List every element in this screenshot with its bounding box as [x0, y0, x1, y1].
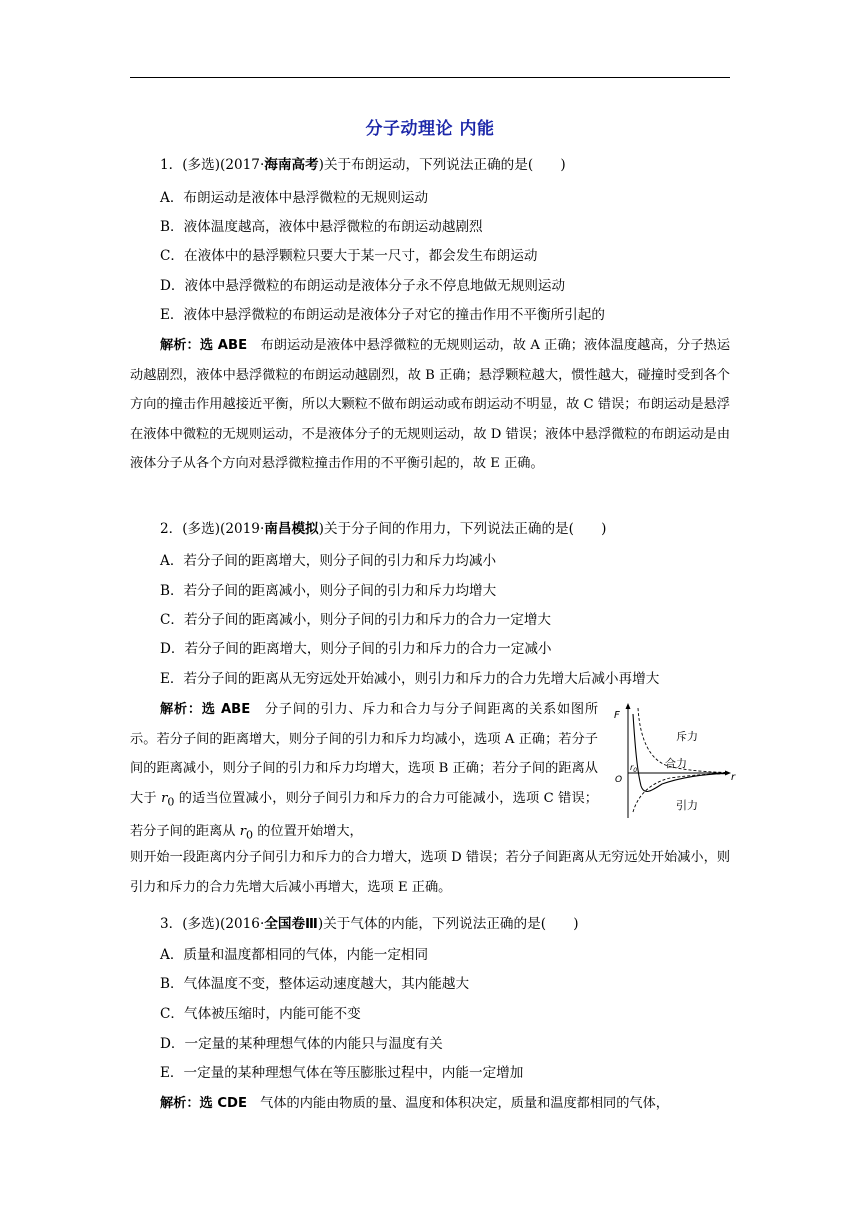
- molecular-force-diagram: [610, 700, 736, 820]
- header-rule: [130, 77, 730, 78]
- analysis-label: 解析：选 CDE: [160, 1096, 247, 1111]
- x-axis-label: r: [731, 772, 736, 783]
- q1-option-d: D．液体中悬浮微粒的布朗运动是液体分子永不停息地做无规则运动: [160, 278, 566, 294]
- analysis-label: 解析：选 ABE: [160, 702, 251, 717]
- page-title: 分子动理论 内能: [365, 119, 495, 139]
- question-number: 1．: [160, 157, 183, 173]
- q3-option-d: D．一定量的某种理想气体的内能只与温度有关: [160, 1036, 443, 1052]
- q2-option-a: A．若分子间的距离增大，则分子间的引力和斥力均减小: [160, 553, 497, 569]
- q2-analysis-part1: 解析：选 ABE 分子间的引力、斥力和合力与分子间距离的关系如图所示。若分子间的距离增大，则分子间的引力和斥力均减小，选项 A 正确；若分子间的距离减小，则分子间的引力和斥力均增大，选项 B 正确；若分子间的距离从大于 $r_0$ 的适当位置减小，则分子间引力和斥力的合力可能减小，选项 C 错误；若分子间的距离从 $r_0$ 的位置开始增大，: [130, 702, 599, 842]
- q2-option-c: C．若分子间的距离减小，则分子间的引力和斥力的合力一定增大: [160, 612, 552, 628]
- question-source: 全国卷Ⅲ: [264, 916, 318, 932]
- q1-option-a: A．布朗运动是液体中悬浮微粒的无规则运动: [160, 190, 429, 206]
- q3-option-c: C．气体被压缩时，内能可能不变: [160, 1006, 361, 1022]
- q3-option-b: B．气体温度不变，整体运动速度越大，其内能越大: [160, 976, 470, 992]
- resultant-curve: [633, 714, 726, 792]
- q2-analysis-part2: 则开始一段距离内分子间引力和斥力的合力增大，选项 D 错误；若分子间距离从无穷远处开始减小，则引力和斥力的合力先增大后减小再增大，选项 E 正确。: [130, 850, 730, 895]
- question-1-stem: 1．(多选)(2017·海南高考)关于布朗运动，下列说法正确的是( ): [160, 157, 566, 173]
- y-axis-label: F: [614, 710, 620, 721]
- question-source: 南昌模拟: [264, 521, 319, 537]
- y-axis-arrow: [626, 703, 631, 709]
- repulsion-label: 斥力: [676, 730, 698, 743]
- q1-option-b: B．液体温度越高，液体中悬浮微粒的布朗运动越剧烈: [160, 219, 483, 235]
- question-number: 2．: [160, 521, 183, 537]
- q3-analysis: 解析：选 CDE 气体的内能由物质的量、温度和体积决定，质量和温度都相同的气体，: [160, 1096, 669, 1111]
- resultant-label: 合力: [665, 757, 687, 770]
- r0-label: $r_0$: [630, 763, 638, 774]
- question-3-stem: 3．(多选)(2016·全国卷Ⅲ)关于气体的内能，下列说法正确的是( ): [160, 916, 579, 932]
- analysis-label: 解析：选 ABE: [160, 338, 248, 353]
- attraction-label: 引力: [676, 799, 698, 812]
- q2-option-b: B．若分子间的距离减小，则分子间的引力和斥力均增大: [160, 583, 497, 599]
- q1-analysis: 解析：选 ABE 布朗运动是液体中悬浮微粒的无规则运动，故 A 正确；液体温度越高，分子热运动越剧烈，液体中悬浮微粒的布朗运动越剧烈，故 B 正确；悬浮颗粒越大，惯性越大，碰撞时受到各个方向的撞击作用越接近平衡，所以大颗粒不做布朗运动或布朗运动不明显，故 C 错误；布朗运动是悬浮在液体中微粒的无规则运动，不是液体分子的无规则运动，故 D 错误；液体中悬浮微粒的布朗运动是由液体分子从各个方向对悬浮微粒撞击作用的不平衡引起的，故 E 正确。: [130, 338, 730, 472]
- question-number: 3．: [160, 916, 183, 932]
- q1-option-e: E．液体中悬浮微粒的布朗运动是液体分子对它的撞击作用不平衡所引起的: [160, 307, 605, 323]
- question-2-stem: 2．(多选)(2019·南昌模拟)关于分子间的作用力，下列说法正确的是( ): [160, 521, 607, 537]
- q3-option-e: E．一定量的某种理想气体在等压膨胀过程中，内能一定增加: [160, 1065, 524, 1081]
- q2-option-d: D．若分子间的距离增大，则分子间的引力和斥力的合力一定减小: [160, 641, 552, 657]
- question-source: 海南高考: [264, 157, 319, 173]
- q1-option-c: C．在液体中的悬浮颗粒只要大于某一尺寸，都会发生布朗运动: [160, 248, 538, 264]
- q3-option-a: A．质量和温度都相同的气体，内能一定相同: [160, 947, 429, 963]
- origin-label: O: [615, 775, 623, 785]
- q2-option-e: E．若分子间的距离从无穷远处开始减小，则引力和斥力的合力先增大后减小再增大: [160, 671, 660, 687]
